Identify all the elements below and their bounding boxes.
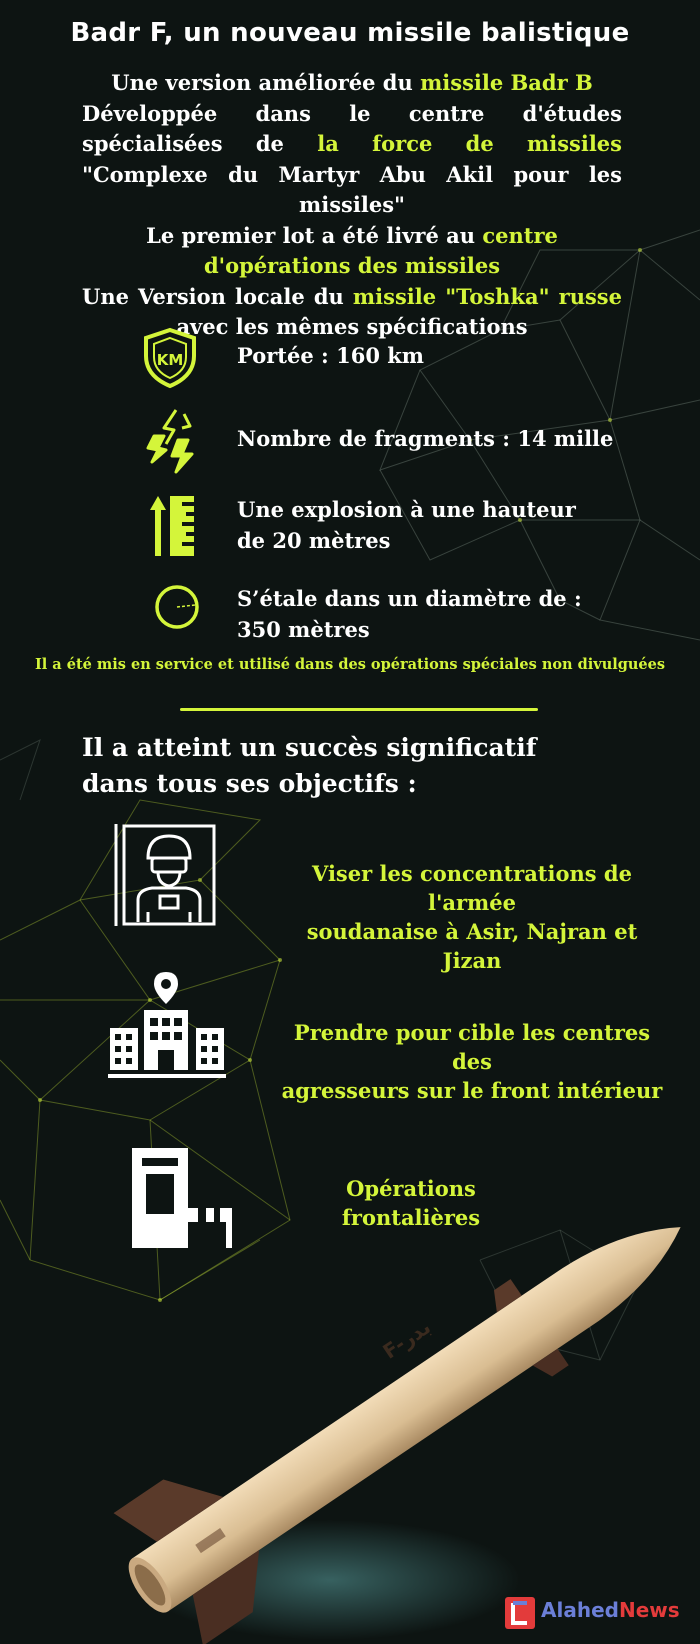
goal-1-text: Viser les concentrations de l'armée soudanaise à Asir, Najran et Jizan (306, 861, 638, 973)
page-title: Badr F, un nouveau missile balistique (70, 18, 630, 48)
border-barrier-icon (130, 1146, 236, 1250)
service-note: Il a été mis en service et utilisé dans des opérations spéciales non divulguées (34, 656, 666, 673)
logo-text: AlahedNews (541, 1598, 680, 1622)
spec-diameter-text: S’étale dans un diamètre de : 350 mètres (237, 586, 582, 642)
section-divider (180, 708, 538, 711)
svg-text:KM: KM (156, 351, 184, 369)
goal-3-text: Opérations frontalières (341, 1176, 481, 1230)
spec-range-text: Portée : 160 km (237, 343, 425, 368)
goal-2-text: Prendre pour cible les centres des agresseurs sur le front intérieur (281, 1020, 663, 1103)
city-location-icon (108, 970, 226, 1086)
fragments-icon (144, 406, 198, 476)
alahed-logo-icon (505, 1597, 535, 1629)
alahed-news-logo[interactable] (505, 1595, 690, 1631)
soldier-target-icon (112, 822, 220, 928)
spec-height-text: Une explosion à une hauteur de 20 mètres (237, 497, 576, 553)
spec-fragments-text: Nombre de fragments : 14 mille (237, 426, 614, 451)
missile-marking: F-بدر (378, 1314, 435, 1364)
height-ruler-icon (148, 494, 198, 558)
diameter-circle-icon (153, 583, 201, 631)
intro-text: Une version améliorée du missile Badr B Développée dans le centre d'études spécialisées de la force de missiles "Complexe du Martyr Abu Akil pour les missiles" Le premier lot a été livré au centre d'opérations des missiles Une Version locale du missile "Toshka" russe avec les mêmes spécifications (82, 70, 622, 339)
km-shield-icon (140, 326, 200, 390)
goals-title: Il a atteint un succès significatif dans tous ses objectifs : (82, 733, 537, 798)
